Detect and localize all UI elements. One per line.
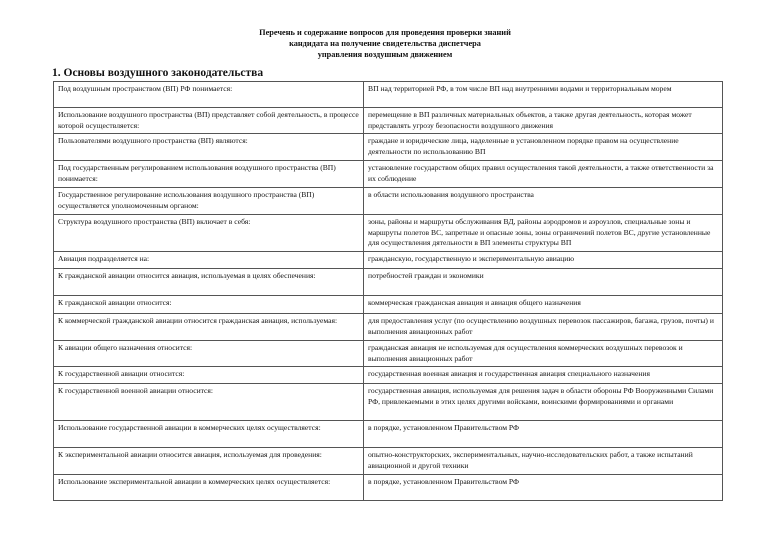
answer-cell: перемещение в ВП различных материальных объектов, а также другая деятельность, которая может представлять угрозу безопасности воздушного движения [364, 108, 723, 134]
table-row [54, 161, 723, 188]
document-title [150, 27, 620, 60]
title-line: управления воздушным движением [317, 50, 453, 59]
title-line: Перечень и содержание вопросов для проведения проверки знаний [259, 28, 511, 37]
answer-cell: ВП над территорией РФ, в том числе ВП над внутренними водами и территориальным морем [364, 82, 723, 108]
question-cell: К авиации общего назначения относится: [54, 341, 364, 367]
answer-cell: государственная авиация, используемая для решения задач в области обороны РФ Вооруженными Силами РФ, привлекаемыми в этих целях другими войсками, воинскими формированиями и органами [364, 384, 723, 421]
question-cell: Под воздушным пространством (ВП) РФ понимается: [54, 82, 364, 108]
question-cell: Использование экспериментальной авиации в коммерческих целях осуществляется: [54, 475, 364, 501]
table-row [54, 269, 723, 296]
answer-cell: опытно-конструкторских, экспериментальных, научно-исследовательских работ, а также испытаний авиационной и другой техники [364, 448, 723, 475]
question-cell: К государственной военной авиации относится: [54, 384, 364, 421]
title-line: кандидата на получение свидетельства диспетчера [289, 39, 481, 48]
answer-cell: граждане и юридические лица, наделенные в установленном порядке правом на осуществление деятельности по использованию ВП [364, 134, 723, 161]
answer-cell: государственная военная авиация и государственная авиация специального назначения [364, 367, 723, 384]
question-cell: К гражданской авиации относится авиация, используемая в целях обеспечения: [54, 269, 364, 296]
answer-cell: в области использования воздушного пространства [364, 188, 723, 215]
table-row [54, 367, 723, 384]
table-row [54, 384, 723, 421]
table-row [54, 341, 723, 367]
answer-cell: зоны, районы и маршруты обслуживания ВД, районы аэродромов и аэроузлов, специальные зоны и маршруты полетов ВС, запретные и опасные зоны, зоны ограничений полетов ВС, другие установленные для осуществления дятельности в ВП элементы структуры ВП [364, 215, 723, 252]
table-row [54, 215, 723, 252]
table-row [54, 252, 723, 269]
table-row [54, 475, 723, 501]
question-cell: Пользователями воздушного пространства (ВП) являются: [54, 134, 364, 161]
table-row [54, 314, 723, 341]
question-cell: К коммерческой гражданской авиации относится гражданская авиация, используемая: [54, 314, 364, 341]
answer-cell: в порядке, установленном Правительством РФ [364, 421, 723, 448]
answer-cell: установление государством общих правил осуществления такой деятельности, а также ответственности за их соблюдение [364, 161, 723, 188]
answer-cell: коммерческая гражданская авиация и авиация общего назначения [364, 296, 723, 314]
question-cell: Использование воздушного пространства (ВП) представляет собой деятельность, в процессе которой осуществляется: [54, 108, 364, 134]
question-cell: Государственное регулирование использования воздушного пространства (ВП) осуществляется уполномоченным органом: [54, 188, 364, 215]
question-cell: Авиация подразделяется на: [54, 252, 364, 269]
question-cell: Структура воздушного пространства (ВП) включает в себя: [54, 215, 364, 252]
answer-cell: для предоставления услуг (по осуществлению воздушных перевозок пассажиров, багажа, грузов, почты) и выполнения авиационных работ [364, 314, 723, 341]
question-cell: К государственной авиации относится: [54, 367, 364, 384]
table-row [54, 188, 723, 215]
table-row [54, 108, 723, 134]
table-row [54, 421, 723, 448]
question-cell: Использование государственной авиации в коммерческих целях осуществляется: [54, 421, 364, 448]
answer-cell: гражданская авиация не используемая для осуществления коммерческих воздушных перевозок и выполнения авиационных работ [364, 341, 723, 367]
answer-cell: гражданскую, государственную и экспериментальную авиацию [364, 252, 723, 269]
answer-cell: в порядке, установленном Правительством РФ [364, 475, 723, 501]
table-row [54, 448, 723, 475]
table-row [54, 296, 723, 314]
table-row [54, 82, 723, 108]
question-cell: К экспериментальной авиации относится авиация, используемая для проведения: [54, 448, 364, 475]
table-row [54, 134, 723, 161]
question-cell: К гражданской авиации относится: [54, 296, 364, 314]
question-cell: Под государственным регулированием использования воздушного пространства (ВП) понимается: [54, 161, 364, 188]
section-heading: 1. Основы воздушного законодательства [52, 67, 264, 79]
answer-cell: потребностей граждан и экономики [364, 269, 723, 296]
questions-table [53, 81, 723, 501]
